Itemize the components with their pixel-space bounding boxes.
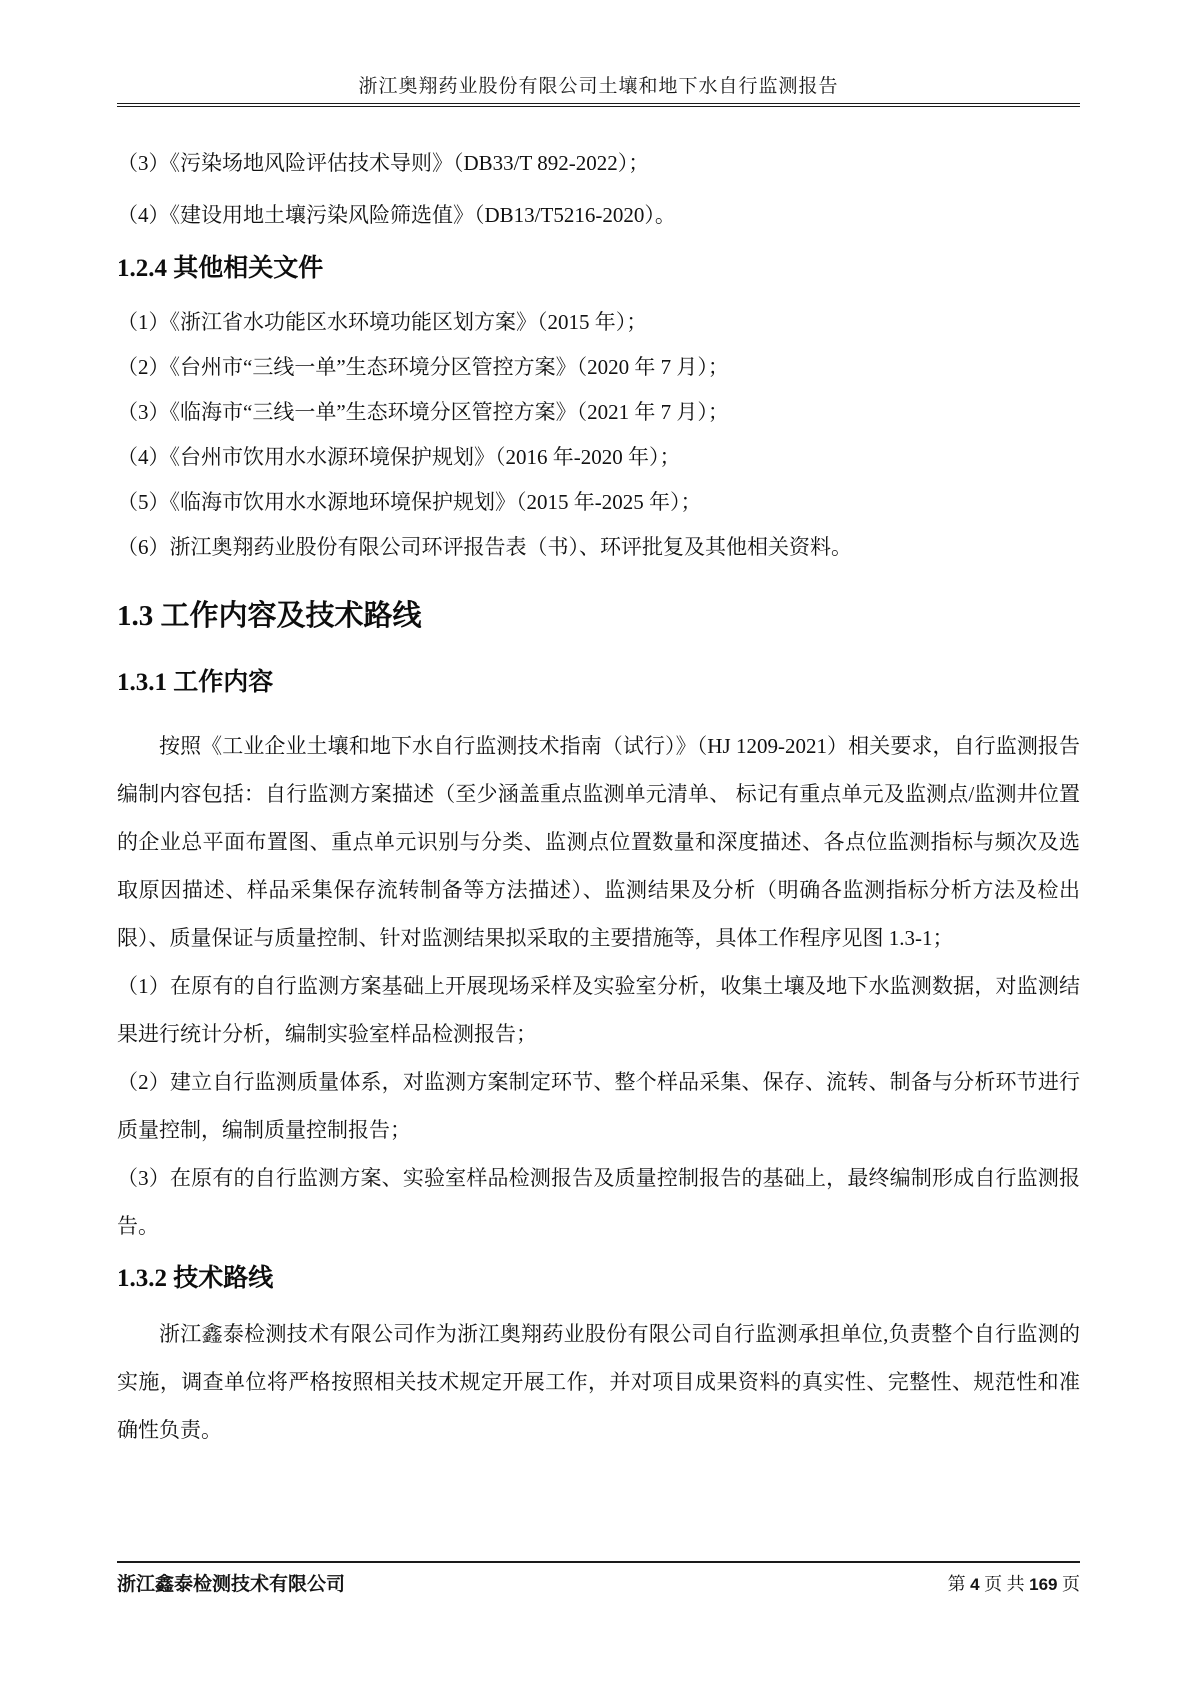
footer-company-name: 浙江鑫泰检测技术有限公司 — [117, 1574, 346, 1595]
paragraph-technical-route: 浙江鑫泰检测技术有限公司作为浙江奥翔药业股份有限公司自行监测承担单位,负责整个自行监测的实施，调查单位将严格按照相关技术规定开展工作，并对项目成果资料的真实性、完整性、规范性和准确性负责。 — [117, 1322, 1080, 1442]
list-item: （3）《临海市“三线一单”生态环境分区管控方案》（2021 年 7 月）； — [117, 400, 729, 424]
page-footer — [117, 1561, 1080, 1596]
list-item: （1）《浙江省水功能区水环境功能区划方案》（2015 年）； — [117, 310, 648, 334]
list-item: （6）浙江奥翔药业股份有限公司环评报告表（书）、环评批复及其他相关资料。 — [117, 535, 852, 559]
paragraph-work-item: （1）在原有的自行监测方案基础上开展现场采样及实验室分析，收集土壤及地下水监测数据，对监测结果进行统计分析，编制实验室样品检测报告； — [117, 974, 1080, 1046]
footer-page-mid: 页 共 — [979, 1574, 1030, 1594]
related-documents-list — [117, 300, 1080, 570]
section-heading-1-3: 1.3 工作内容及技术路线 — [117, 600, 422, 632]
paragraph-work-content-intro: 按照《工业企业土壤和地下水自行监测技术指南（试行）》（HJ 1209-2021）相关要求，自行监测报告编制内容包括：自行监测方案描述（至少涵盖重点监测单元清单、 标记有重点单元及监测点/监测井位置的企业总平面布置图、重点单元识别与分类、监测点位置数量和深度描述、各点位监测指标与频次及选取原因描述、样品采集保存流转制备等方法描述）、监测结果及分析（明确各监测指标分析方法及检出限）、质量保证与质量控制、针对监测结果拟采取的主要措施等，具体工作程序见图 1.3-1； — [117, 734, 1080, 950]
document-content — [117, 107, 1080, 1454]
footer-page-prefix: 第 — [947, 1574, 971, 1594]
list-item: （2）《台州市“三线一单”生态环境分区管控方案》（2020 年 7 月）； — [117, 355, 729, 379]
page-header — [117, 0, 1080, 107]
reference-item: （3）《污染场地风险评估技术导则》（DB33/T 892-2022）； — [117, 151, 650, 175]
footer-page-number — [948, 1570, 1080, 1596]
paragraph-work-item: （3）在原有的自行监测方案、实验室样品检测报告及质量控制报告的基础上，最终编制形成自行监测报告。 — [117, 1166, 1080, 1238]
footer-current-page: 4 — [970, 1575, 980, 1594]
reference-item: （4）《建设用地土壤污染风险筛选值》（DB13/T5216-2020）。 — [117, 203, 676, 227]
list-item: （4）《台州市饮用水水源环境保护规划》（2016 年-2020 年）； — [117, 445, 681, 469]
section-heading-1-2-4: 1.2.4 其他相关文件 — [117, 255, 324, 282]
section-heading-1-3-1: 1.3.1 工作内容 — [117, 669, 274, 696]
paragraph-work-item: （2）建立自行监测质量体系，对监测方案制定环节、整个样品采集、保存、流转、制备与分析环节进行质量控制，编制质量控制报告； — [117, 1070, 1080, 1142]
header-title: 浙江奥翔药业股份有限公司土壤和地下水自行监测报告 — [358, 76, 839, 97]
footer-page-suffix: 页 — [1057, 1574, 1080, 1594]
section-heading-1-3-2: 1.3.2 技术路线 — [117, 1265, 274, 1292]
footer-total-pages: 169 — [1029, 1575, 1058, 1594]
list-item: （5）《临海市饮用水水源地环境保护规划》（2015 年-2025 年）； — [117, 490, 702, 514]
